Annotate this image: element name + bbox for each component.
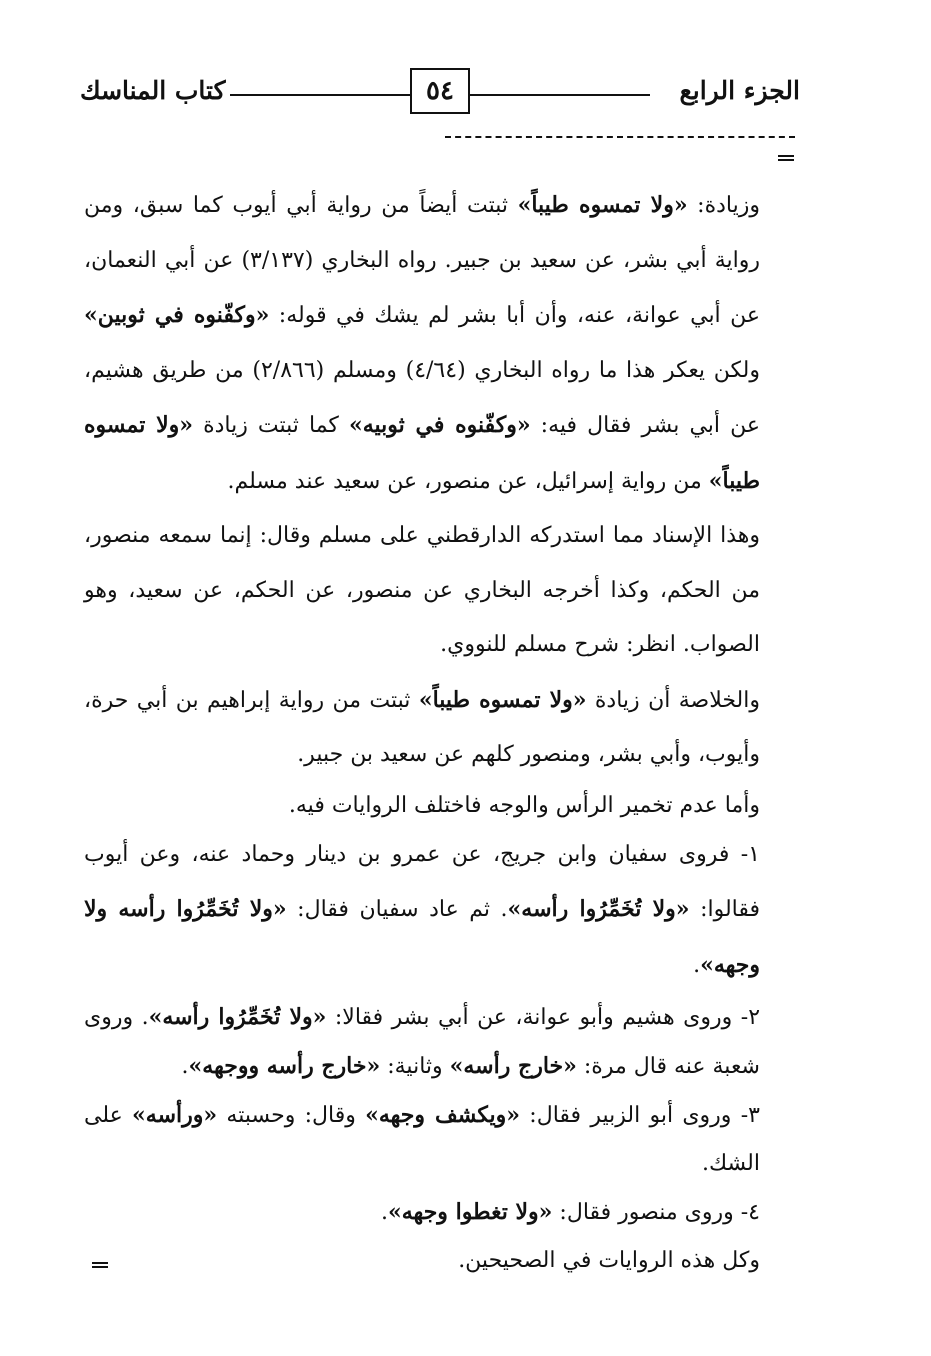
text-segment: ٢- وروى هشيم وأبو عوانة، عن أبي بشر فقالا: xyxy=(326,1005,761,1030)
paragraph-5 xyxy=(84,828,760,994)
text-segment: ٤- وروى منصور فقال: xyxy=(552,1200,760,1225)
quoted-phrase: «ولا تُخَمِّرُوا رأسه ولا وجهه» xyxy=(84,896,760,978)
page-number: ٥٤ xyxy=(426,76,454,106)
quoted-phrase: «خارج رأسه» xyxy=(449,1053,577,1079)
text-segment: . وروى شعبة عنه قال مرة: xyxy=(84,1005,760,1079)
paragraph-3 xyxy=(84,673,760,783)
quoted-phrase: «ولا تُخَمِّرُوا رأسه» xyxy=(507,896,690,922)
paragraph-8 xyxy=(84,1188,760,1237)
text-segment: وكل هذه الروايات في الصحيحين. xyxy=(458,1248,760,1273)
text-segment: وقال: وحسبته xyxy=(217,1103,366,1128)
paragraph-1 xyxy=(84,178,760,509)
text-segment: وأما عدم تخمير الرأس والوجه فاختلف الروايات فيه. xyxy=(288,792,760,818)
text-segment: على الشك. xyxy=(84,1103,760,1176)
paragraph-9 xyxy=(84,1237,760,1285)
quoted-phrase: «ولا تمسوه طيباً» xyxy=(84,412,760,494)
part-title: الجزء الرابع xyxy=(679,76,800,105)
text-segment: . ثم عاد سفيان فقال: xyxy=(286,897,508,922)
text-segment: . xyxy=(181,1054,189,1079)
text-segment: وهذا الإسناد مما استدركه الدارقطني على مسلم وقال: إنما سمعه منصور، من الحكم، وكذا أخرجه البخاري عن منصور، عن الحكم، عن سعيد، وهو الصواب. انظر: شرح مسلم للنووي. xyxy=(84,523,760,657)
header-rule-right xyxy=(470,94,650,96)
text-segment: وزيادة: xyxy=(687,193,760,218)
text-segment: ٣- وروى أبو الزبير فقال: xyxy=(520,1103,760,1128)
text-segment: ولكن يعكر هذا ما رواه البخاري (٤/٦٤) ومسلم (٢/٨٦٦) من طريق هشيم، عن أبي بشر فقال فيه: xyxy=(84,357,760,438)
text-segment: . xyxy=(381,1200,389,1225)
text-segment: والخلاصة أن زيادة xyxy=(586,687,760,713)
paragraph-7 xyxy=(84,1091,760,1188)
quoted-phrase: «ولا تمسوه طيباً» xyxy=(418,686,587,713)
text-segment: ١- فروى سفيان وابن جريج، عن عمرو بن دينار وحماد عنه، وعن أيوب فقالوا: xyxy=(84,841,761,922)
book-title: كتاب المناسك xyxy=(80,76,226,105)
quoted-phrase: «ولا تُخَمِّرُوا رأسه» xyxy=(148,1004,327,1030)
dashed-separator xyxy=(445,136,795,138)
paragraph-6 xyxy=(84,993,760,1091)
quoted-phrase: «ويكشف وجهه» xyxy=(365,1102,521,1128)
page-number-box xyxy=(410,68,470,114)
text-segment: ثبتت من رواية إبراهيم بن أبي حرة، وأيوب، وأبي بشر، ومنصور كلهم عن سعيد بن جبير. xyxy=(84,687,760,767)
paragraph-4 xyxy=(84,783,760,828)
double-line-mark-bottom xyxy=(92,1262,108,1268)
page-header xyxy=(80,68,800,120)
header-rule-left xyxy=(230,94,410,96)
text-segment: ثبتت أيضاً من رواية أبي أيوب كما سبق، ومن رواية أبي بشر، عن سعيد بن جبير. رواه البخاري (٣/١٣٧) عن أبي النعمان، عن أبي عوانة، عنه، وأن أبا بشر لم يشك في قوله: xyxy=(84,193,761,328)
quoted-phrase: «وكفّنوه في ثوبيه» xyxy=(348,412,531,438)
quoted-phrase: «وكفّنوه في ثوبين» xyxy=(84,302,270,328)
text-segment: من رواية إسرائيل، عن منصور، عن سعيد عند مسلم. xyxy=(227,468,709,494)
quoted-phrase: «ورأسه» xyxy=(132,1102,218,1128)
quoted-phrase: «ولا تغطوا وجهه» xyxy=(388,1199,553,1225)
quoted-phrase: «ولا تمسوه طيباً» xyxy=(517,192,688,218)
text-segment: وثانية: xyxy=(380,1054,450,1079)
quoted-phrase: «خارج رأسه ووجهه» xyxy=(188,1053,381,1079)
paragraph-2 xyxy=(84,509,760,673)
double-line-mark-top xyxy=(778,155,794,161)
main-text xyxy=(84,178,760,1285)
text-segment: كما ثبتت زيادة xyxy=(193,413,349,438)
text-segment: . xyxy=(693,952,701,978)
